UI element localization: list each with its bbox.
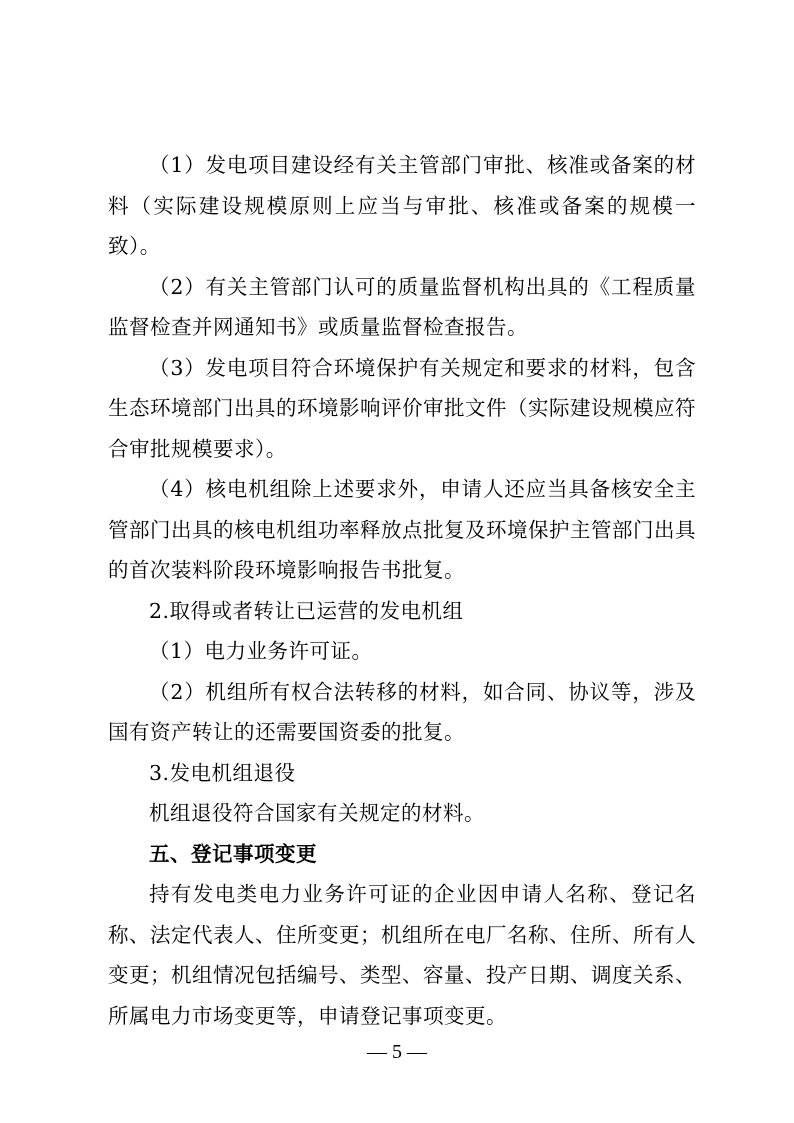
paragraph-item-1: （1）发电项目建设经有关主管部门审批、核准或备案的材料（实际建设规模原则上应当与审批、核准或备案的规模一致）。 xyxy=(108,153,696,258)
page-number: — 5 — xyxy=(367,1041,427,1063)
section-heading-five: 五、登记事项变更 xyxy=(149,841,317,866)
paragraph-decommission: 机组退役符合国家有关规定的材料。 xyxy=(149,801,485,825)
subsection-title-2: 2.取得或者转让已运营的发电机组 xyxy=(149,598,464,623)
paragraph-item-4: （4）核电机组除上述要求外，申请人还应当具备核安全主管部门出具的核电机组功率释放点批复及环境保护主管部门出具的首次装料阶段环境影响报告书批复。 xyxy=(108,477,696,582)
subsection-title-3: 3.发电机组退役 xyxy=(149,760,296,785)
paragraph-registration-change: 持有发电类电力业务许可证的企业因申请人名称、登记名称、法定代表人、住所变更；机组所在电厂名称、住所、所有人变更；机组情况包括编号、类型、容量、投产日期、调度关系、所属电力市场变更等，申请登记事项变更。 xyxy=(108,882,696,1028)
paragraph-item-2: （2）有关主管部门认可的质量监督机构出具的《工程质量监督检查并网通知书》或质量监督检查报告。 xyxy=(108,274,696,339)
paragraph-item-2-1: （1）电力业务许可证。 xyxy=(149,639,373,663)
document-body xyxy=(108,145,696,1036)
paragraph-item-2-2: （2）机组所有权合法转移的材料，如合同、协议等，涉及国有资产转让的还需要国资委的批复。 xyxy=(108,679,696,744)
paragraph-item-3: （3）发电项目符合环境保护有关规定和要求的材料，包含生态环境部门出具的环境影响评价审批文件（实际建设规模应符合审批规模要求）。 xyxy=(108,355,696,461)
